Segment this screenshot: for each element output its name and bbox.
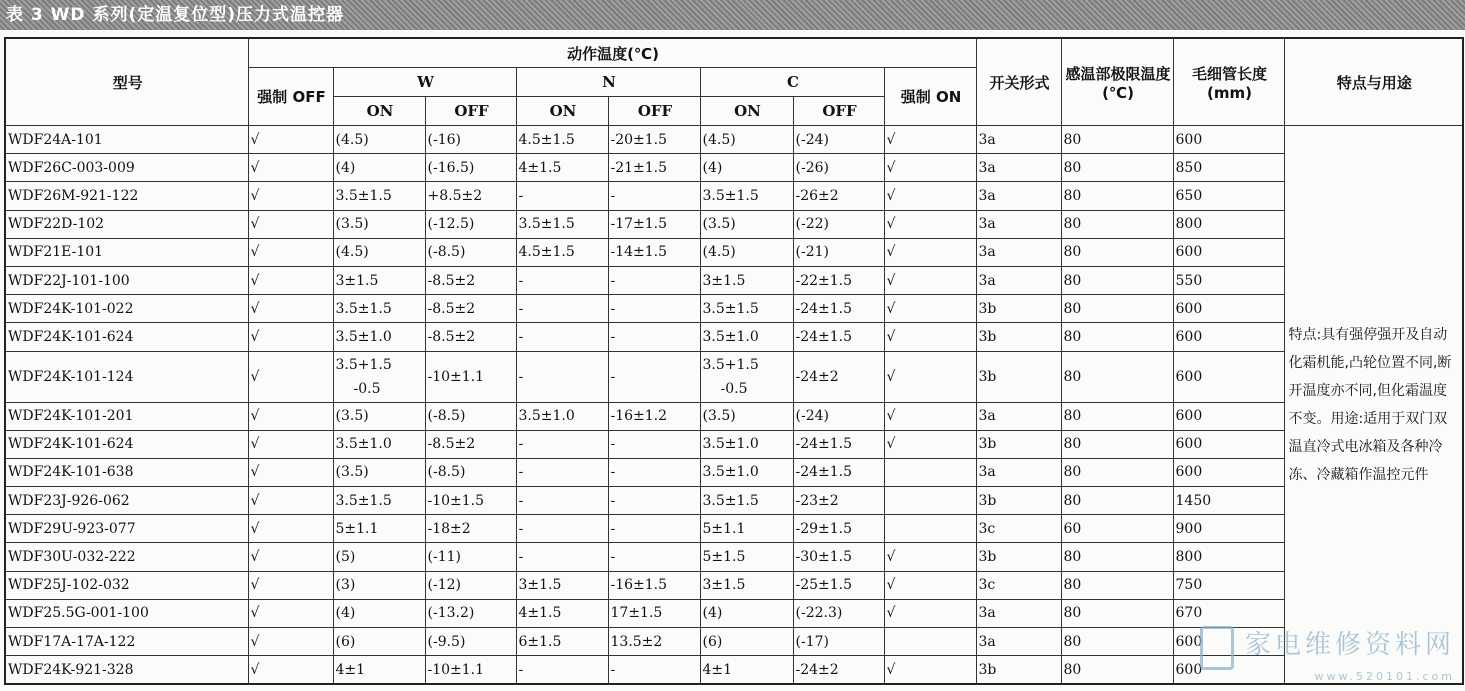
cell-w-on (333, 351, 425, 402)
cell-model: WDF26M-921-122 (5, 182, 248, 210)
cell-limit: 80 (1061, 323, 1173, 351)
cell-w-off: (-8.5) (425, 238, 516, 266)
cell-c-on: 3.5±1.5 (700, 295, 793, 323)
cell-n-off: 13.5±2 (608, 628, 700, 656)
cell-n-off: - (608, 323, 700, 351)
cell-forced-on (884, 458, 976, 486)
cell-n-off: - (608, 515, 700, 543)
cell-n-on: 3±1.5 (516, 571, 608, 599)
cell-n-off: - (608, 351, 700, 402)
header-forced-on: 强制 ON (884, 68, 976, 126)
cell-model: WDF24K-101-624 (5, 430, 248, 458)
cell-c-off: -24±1.5 (793, 295, 884, 323)
cell-forced-off: √ (248, 402, 333, 430)
cell-switch: 3a (976, 238, 1061, 266)
cell-forced-off: √ (248, 182, 333, 210)
watermark-logo-icon (1200, 626, 1234, 670)
cell-forced-on: √ (884, 266, 976, 294)
cell-n-off: -20±1.5 (608, 126, 700, 154)
cell-w-on: (3) (333, 571, 425, 599)
cell-w-on: (5) (333, 543, 425, 571)
cell-c-off: (-21) (793, 238, 884, 266)
cell-forced-on: √ (884, 656, 976, 685)
cell-length: 600 (1173, 430, 1284, 458)
cell-forced-on: √ (884, 210, 976, 238)
cell-n-on: 6±1.5 (516, 628, 608, 656)
header-action-temp: 动作温度(℃) (248, 38, 976, 68)
cell-value-tolerance: -0.5 (720, 380, 748, 397)
cell-length: 600 (1173, 238, 1284, 266)
cell-forced-on: √ (884, 543, 976, 571)
watermark-text: 家电维修资料网 (1244, 629, 1455, 660)
cell-w-off: -8.5±2 (425, 323, 516, 351)
cell-value-tolerance: -0.5 (353, 380, 381, 397)
cell-length: 650 (1173, 182, 1284, 210)
cell-w-off: -18±2 (425, 515, 516, 543)
cell-model: WDF29U-923-077 (5, 515, 248, 543)
header-c: C (700, 68, 884, 97)
table-row (5, 126, 1463, 154)
cell-c-on: (3.5) (700, 402, 793, 430)
cell-limit: 80 (1061, 571, 1173, 599)
cell-w-on: 3.5±1.5 (333, 182, 425, 210)
cell-model: WDF17A-17A-122 (5, 628, 248, 656)
cell-n-off: 17±1.5 (608, 599, 700, 627)
cell-model: WDF24K-101-022 (5, 295, 248, 323)
cell-c-off: -24±1.5 (793, 430, 884, 458)
cell-n-on: 3.5±1.5 (516, 210, 608, 238)
cell-switch: 3c (976, 571, 1061, 599)
table-row (5, 402, 1463, 430)
cell-switch: 3a (976, 266, 1061, 294)
cell-n-on: 4.5±1.5 (516, 238, 608, 266)
cell-n-on: 4.5±1.5 (516, 126, 608, 154)
cell-limit: 80 (1061, 656, 1173, 685)
cell-forced-on: √ (884, 323, 976, 351)
cell-w-on: (4) (333, 599, 425, 627)
cell-c-on: 3±1.5 (700, 266, 793, 294)
cell-limit: 80 (1061, 430, 1173, 458)
cell-n-on: - (516, 515, 608, 543)
cell-model: WDF22D-102 (5, 210, 248, 238)
cell-model: WDF24K-101-124 (5, 351, 248, 402)
cell-switch: 3a (976, 126, 1061, 154)
cell-w-off: -10±1.1 (425, 656, 516, 685)
cell-c-off: -24±1.5 (793, 458, 884, 486)
cell-limit: 80 (1061, 628, 1173, 656)
cell-w-on: 5±1.1 (333, 515, 425, 543)
cell-switch: 3b (976, 430, 1061, 458)
cell-limit: 80 (1061, 295, 1173, 323)
cell-c-off: -24±2 (793, 351, 884, 402)
cell-c-off: -22±1.5 (793, 266, 884, 294)
cell-forced-off: √ (248, 351, 333, 402)
cell-c-on: (6) (700, 628, 793, 656)
cell-forced-on: √ (884, 182, 976, 210)
cell-n-on: - (516, 295, 608, 323)
cell-model: WDF25J-102-032 (5, 571, 248, 599)
cell-c-on: 3±1.5 (700, 571, 793, 599)
table-body (5, 126, 1463, 685)
cell-limit: 80 (1061, 487, 1173, 515)
cell-w-off: -8.5±2 (425, 266, 516, 294)
cell-w-on: (4.5) (333, 238, 425, 266)
cell-n-on: - (516, 266, 608, 294)
cell-n-off: - (608, 430, 700, 458)
cell-n-off: - (608, 182, 700, 210)
cell-length: 550 (1173, 266, 1284, 294)
cell-switch: 3b (976, 323, 1061, 351)
cell-w-off: -8.5±2 (425, 295, 516, 323)
cell-c-on: (4) (700, 154, 793, 182)
cell-n-off: -21±1.5 (608, 154, 700, 182)
cell-w-on: (3.5) (333, 402, 425, 430)
watermark (1200, 624, 1455, 684)
cell-switch: 3a (976, 458, 1061, 486)
cell-forced-on: √ (884, 238, 976, 266)
cell-forced-off: √ (248, 154, 333, 182)
cell-w-on: 4±1 (333, 656, 425, 685)
cell-length: 600 (1173, 628, 1284, 656)
cell-limit: 80 (1061, 154, 1173, 182)
cell-n-on: - (516, 458, 608, 486)
cell-c-off: -30±1.5 (793, 543, 884, 571)
header-w: W (333, 68, 516, 97)
header-n: N (516, 68, 700, 97)
cell-length: 670 (1173, 599, 1284, 627)
cell-c-off: (-22.3) (793, 599, 884, 627)
table-row (5, 458, 1463, 486)
table-row (5, 430, 1463, 458)
cell-w-on: 3±1.5 (333, 266, 425, 294)
header-features: 特点与用途 (1284, 38, 1463, 126)
cell-model: WDF23J-926-062 (5, 487, 248, 515)
header-n-on: ON (516, 97, 608, 126)
cell-forced-on: √ (884, 430, 976, 458)
cell-n-on: - (516, 656, 608, 685)
cell-forced-on (884, 515, 976, 543)
cell-w-on: 3.5±1.5 (333, 295, 425, 323)
header-c-off: OFF (793, 97, 884, 126)
cell-w-off: (-9.5) (425, 628, 516, 656)
cell-length: 600 (1173, 458, 1284, 486)
watermark-url: www.520101.com (1314, 670, 1455, 683)
cell-length: 750 (1173, 571, 1284, 599)
cell-model: WDF22J-101-100 (5, 266, 248, 294)
cell-c-off: (-17) (793, 628, 884, 656)
cell-forced-off: √ (248, 458, 333, 486)
cell-w-off: (-16.5) (425, 154, 516, 182)
table-row (5, 154, 1463, 182)
spec-table (4, 37, 1464, 685)
cell-switch: 3b (976, 487, 1061, 515)
cell-limit: 80 (1061, 543, 1173, 571)
table-row (5, 515, 1463, 543)
cell-forced-on: √ (884, 295, 976, 323)
cell-forced-off: √ (248, 295, 333, 323)
cell-c-on: (4) (700, 599, 793, 627)
cell-c-off: (-24) (793, 402, 884, 430)
cell-switch: 3a (976, 154, 1061, 182)
cell-model: WDF26C-003-009 (5, 154, 248, 182)
cell-c-on (700, 351, 793, 402)
cell-switch: 3b (976, 543, 1061, 571)
cell-c-on: 4±1 (700, 656, 793, 685)
cell-forced-on: √ (884, 599, 976, 627)
cell-c-on: (4.5) (700, 126, 793, 154)
table-row (5, 571, 1463, 599)
cell-n-off: - (608, 295, 700, 323)
cell-forced-on: √ (884, 126, 976, 154)
cell-limit: 80 (1061, 351, 1173, 402)
cell-c-off: -23±2 (793, 487, 884, 515)
cell-w-off: (-8.5) (425, 402, 516, 430)
cell-w-off: (-13.2) (425, 599, 516, 627)
table-row (5, 351, 1463, 402)
cell-switch: 3b (976, 351, 1061, 402)
cell-c-off: -24±2 (793, 656, 884, 685)
cell-w-on: (3.5) (333, 458, 425, 486)
cell-n-on: - (516, 351, 608, 402)
cell-c-on: 3.5±1.0 (700, 323, 793, 351)
cell-forced-off: √ (248, 656, 333, 685)
cell-switch: 3a (976, 402, 1061, 430)
cell-w-on: 3.5±1.0 (333, 430, 425, 458)
cell-forced-on (884, 487, 976, 515)
cell-n-off: -16±1.2 (608, 402, 700, 430)
header-n-off: OFF (608, 97, 700, 126)
cell-w-on: 3.5±1.0 (333, 323, 425, 351)
cell-n-off: - (608, 487, 700, 515)
cell-forced-off: √ (248, 571, 333, 599)
cell-forced-off: √ (248, 323, 333, 351)
cell-w-off: (-12.5) (425, 210, 516, 238)
cell-n-off: - (608, 458, 700, 486)
table-row (5, 238, 1463, 266)
cell-n-off: -14±1.5 (608, 238, 700, 266)
cell-forced-off: √ (248, 487, 333, 515)
cell-forced-off: √ (248, 266, 333, 294)
cell-n-on: - (516, 430, 608, 458)
cell-length: 1450 (1173, 487, 1284, 515)
cell-length: 600 (1173, 656, 1284, 685)
cell-c-off: -26±2 (793, 182, 884, 210)
cell-model: WDF30U-032-222 (5, 543, 248, 571)
cell-switch: 3a (976, 599, 1061, 627)
cell-limit: 80 (1061, 210, 1173, 238)
cell-w-off: -10±1.5 (425, 487, 516, 515)
cell-c-off: (-26) (793, 154, 884, 182)
cell-c-off: (-24) (793, 126, 884, 154)
cell-model: WDF24A-101 (5, 126, 248, 154)
cell-model: WDF24K-101-201 (5, 402, 248, 430)
table-row (5, 182, 1463, 210)
cell-n-off: - (608, 656, 700, 685)
cell-n-off: -17±1.5 (608, 210, 700, 238)
cell-n-off: - (608, 543, 700, 571)
cell-forced-on: √ (884, 402, 976, 430)
cell-forced-off: √ (248, 210, 333, 238)
cell-limit: 80 (1061, 402, 1173, 430)
cell-c-on: 3.5±1.0 (700, 430, 793, 458)
cell-c-off: (-22) (793, 210, 884, 238)
cell-length: 600 (1173, 402, 1284, 430)
cell-w-off: (-8.5) (425, 458, 516, 486)
cell-n-on: 4±1.5 (516, 154, 608, 182)
cell-model: WDF25.5G-001-100 (5, 599, 248, 627)
cell-n-on: 4±1.5 (516, 599, 608, 627)
cell-w-on: (3.5) (333, 210, 425, 238)
cell-forced-off: √ (248, 430, 333, 458)
cell-forced-on (884, 628, 976, 656)
cell-c-on: 3.5±1.5 (700, 487, 793, 515)
cell-length: 600 (1173, 295, 1284, 323)
cell-length: 600 (1173, 126, 1284, 154)
cell-c-on: (4.5) (700, 238, 793, 266)
cell-w-off: -8.5±2 (425, 430, 516, 458)
cell-forced-off: √ (248, 599, 333, 627)
cell-forced-on: √ (884, 154, 976, 182)
cell-limit: 80 (1061, 266, 1173, 294)
table-row (5, 543, 1463, 571)
cell-model: WDF24K-921-328 (5, 656, 248, 685)
header-forced-off: 强制 OFF (248, 68, 333, 126)
cell-w-on: (4) (333, 154, 425, 182)
cell-limit: 80 (1061, 182, 1173, 210)
table-row (5, 487, 1463, 515)
header-sensor-limit: 感温部极限温度(℃) (1061, 38, 1173, 126)
cell-n-on: - (516, 182, 608, 210)
header-w-off: OFF (425, 97, 516, 126)
cell-forced-off: √ (248, 238, 333, 266)
table-row (5, 266, 1463, 294)
cell-forced-off: √ (248, 515, 333, 543)
header-model: 型号 (5, 38, 248, 126)
cell-forced-off: √ (248, 126, 333, 154)
cell-length: 850 (1173, 154, 1284, 182)
cell-model: WDF24K-101-624 (5, 323, 248, 351)
cell-switch: 3b (976, 295, 1061, 323)
cell-switch: 3a (976, 628, 1061, 656)
cell-w-off: (-11) (425, 543, 516, 571)
cell-n-on: 3.5±1.0 (516, 402, 608, 430)
cell-n-off: - (608, 266, 700, 294)
cell-w-off: (-12) (425, 571, 516, 599)
cell-forced-on: √ (884, 571, 976, 599)
cell-switch: 3c (976, 515, 1061, 543)
cell-forced-on: √ (884, 351, 976, 402)
cell-c-on: (3.5) (700, 210, 793, 238)
header-switch-type: 开关形式 (976, 38, 1061, 126)
cell-n-on: - (516, 323, 608, 351)
page-title: 表 3 WD 系列(定温复位型)压力式温控器 (0, 0, 1465, 30)
cell-c-off: -29±1.5 (793, 515, 884, 543)
cell-length: 800 (1173, 543, 1284, 571)
features-description: 特点:具有强停强开及自动化霜机能,凸轮位置不同,断开温度亦不同,但化霜温度不变。用途:适用于双门双温直冷式电冰箱及各种冷冻、冷藏箱作温控元件 (1284, 126, 1463, 685)
cell-w-off: -10±1.1 (425, 351, 516, 402)
cell-w-on: (6) (333, 628, 425, 656)
cell-switch: 3b (976, 656, 1061, 685)
header-capillary: 毛细管长度(mm) (1173, 38, 1284, 126)
table-row (5, 210, 1463, 238)
cell-limit: 80 (1061, 238, 1173, 266)
cell-w-off: (-16) (425, 126, 516, 154)
cell-w-on: (4.5) (333, 126, 425, 154)
cell-limit: 80 (1061, 458, 1173, 486)
header-c-on: ON (700, 97, 793, 126)
cell-model: WDF24K-101-638 (5, 458, 248, 486)
cell-model: WDF21E-101 (5, 238, 248, 266)
header-w-on: ON (333, 97, 425, 126)
cell-c-off: -25±1.5 (793, 571, 884, 599)
cell-limit: 60 (1061, 515, 1173, 543)
cell-length: 600 (1173, 351, 1284, 402)
cell-w-on: 3.5±1.5 (333, 487, 425, 515)
cell-n-off: -16±1.5 (608, 571, 700, 599)
cell-length: 800 (1173, 210, 1284, 238)
table-row (5, 323, 1463, 351)
cell-c-on: 3.5±1.0 (700, 458, 793, 486)
table-row (5, 295, 1463, 323)
cell-length: 600 (1173, 323, 1284, 351)
cell-n-on: - (516, 487, 608, 515)
cell-forced-off: √ (248, 543, 333, 571)
cell-value: 3.5+1.5 (335, 356, 392, 373)
cell-c-on: 5±1.1 (700, 515, 793, 543)
cell-value: 3.5+1.5 (702, 356, 759, 373)
cell-length: 900 (1173, 515, 1284, 543)
cell-w-off: +8.5±2 (425, 182, 516, 210)
cell-c-on: 5±1.5 (700, 543, 793, 571)
cell-switch: 3a (976, 210, 1061, 238)
cell-n-on: - (516, 543, 608, 571)
cell-c-off: -24±1.5 (793, 323, 884, 351)
cell-limit: 80 (1061, 599, 1173, 627)
cell-limit: 80 (1061, 126, 1173, 154)
cell-switch: 3a (976, 182, 1061, 210)
cell-forced-off: √ (248, 628, 333, 656)
cell-c-on: 3.5±1.5 (700, 182, 793, 210)
